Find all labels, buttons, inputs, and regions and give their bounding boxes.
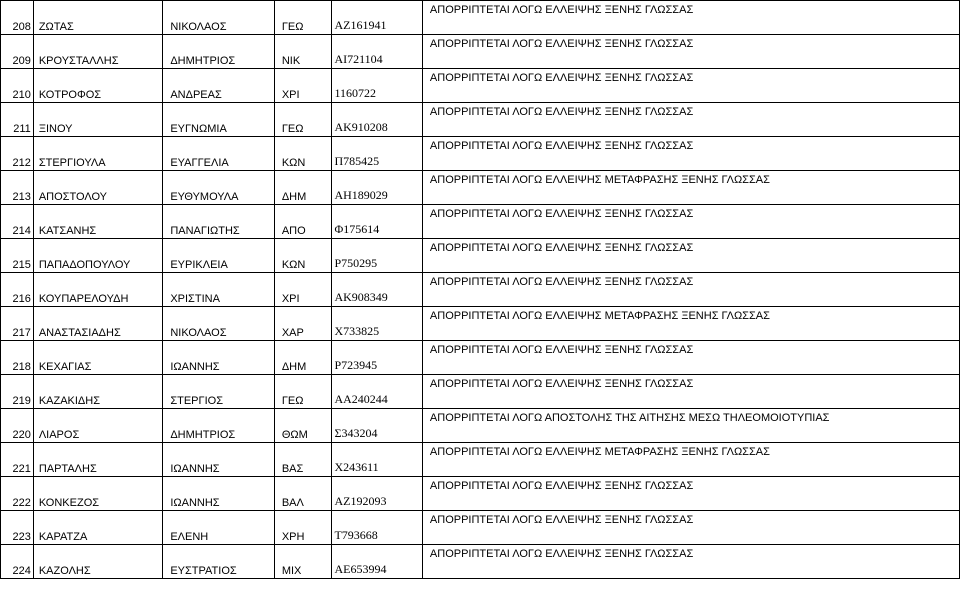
father-name-code: ΚΩΝ: [274, 137, 332, 171]
father-name-code: ΓΕΩ: [274, 1, 332, 35]
first-name: ΔΗΜΗΤΡΙΟΣ: [163, 409, 274, 443]
row-number: 222: [1, 477, 34, 511]
row-number: 221: [1, 443, 34, 477]
first-name: ΕΥΓΝΩΜΙΑ: [163, 103, 274, 137]
rejection-reason: ΑΠΟΡΡΙΠΤΕΤΑΙ ΛΟΓΩ ΕΛΛΕΙΨΗΣ ΞΕΝΗΣ ΓΛΩΣΣΑΣ: [422, 137, 959, 171]
rejection-reason: ΑΠΟΡΡΙΠΤΕΤΑΙ ΛΟΓΩ ΕΛΛΕΙΨΗΣ ΞΕΝΗΣ ΓΛΩΣΣΑΣ: [422, 69, 959, 103]
id-number: ΑΗ189029: [332, 171, 422, 205]
last-name: ΚΕΧΑΓΙΑΣ: [33, 341, 163, 375]
last-name: ΚΑΡΑΤΖΑ: [33, 511, 163, 545]
id-number: ΑΚ908349: [332, 273, 422, 307]
first-name: ΕΛΕΝΗ: [163, 511, 274, 545]
first-name: ΧΡΙΣΤΙΝΑ: [163, 273, 274, 307]
row-number: 220: [1, 409, 34, 443]
last-name: ΣΤΕΡΓΙΟΥΛΑ: [33, 137, 163, 171]
row-number: 212: [1, 137, 34, 171]
last-name: ΑΠΟΣΤΟΛΟΥ: [33, 171, 163, 205]
rejection-reason: ΑΠΟΡΡΙΠΤΕΤΑΙ ΛΟΓΩ ΕΛΛΕΙΨΗΣ ΞΕΝΗΣ ΓΛΩΣΣΑΣ: [422, 375, 959, 409]
id-number: Χ733825: [332, 307, 422, 341]
row-number: 217: [1, 307, 34, 341]
rejection-reason: ΑΠΟΡΡΙΠΤΕΤΑΙ ΛΟΓΩ ΕΛΛΕΙΨΗΣ ΞΕΝΗΣ ΓΛΩΣΣΑΣ: [422, 511, 959, 545]
id-number: ΑΖ161941: [332, 1, 422, 35]
row-number: 213: [1, 171, 34, 205]
father-name-code: ΧΡΙ: [274, 273, 332, 307]
row-number: 223: [1, 511, 34, 545]
rejection-reason: ΑΠΟΡΡΙΠΤΕΤΑΙ ΛΟΓΩ ΕΛΛΕΙΨΗΣ ΞΕΝΗΣ ΓΛΩΣΣΑΣ: [422, 103, 959, 137]
rejection-reason: ΑΠΟΡΡΙΠΤΕΤΑΙ ΛΟΓΩ ΕΛΛΕΙΨΗΣ ΞΕΝΗΣ ΓΛΩΣΣΑΣ: [422, 205, 959, 239]
table-row: [1, 137, 960, 171]
last-name: ΞΙΝΟΥ: [33, 103, 163, 137]
id-number: Χ243611: [332, 443, 422, 477]
father-name-code: ΔΗΜ: [274, 341, 332, 375]
last-name: ΠΑΡΤΑΛΗΣ: [33, 443, 163, 477]
id-number: ΑΕ653994: [332, 545, 422, 579]
father-name-code: ΘΩΜ: [274, 409, 332, 443]
rejection-reason: ΑΠΟΡΡΙΠΤΕΤΑΙ ΛΟΓΩ ΕΛΛΕΙΨΗΣ ΞΕΝΗΣ ΓΛΩΣΣΑΣ: [422, 1, 959, 35]
rejection-reason: ΑΠΟΡΡΙΠΤΕΤΑΙ ΛΟΓΩ ΑΠΟΣΤΟΛΗΣ ΤΗΣ ΑΙΤΗΣΗΣ ΜΕΣΩ ΤΗΛΕΟΜΟΙΟΤΥΠΙΑΣ: [422, 409, 959, 443]
last-name: ΚΟΝΚΕΖΟΣ: [33, 477, 163, 511]
table-row: [1, 205, 960, 239]
first-name: ΝΙΚΟΛΑΟΣ: [163, 307, 274, 341]
id-number: ΑΖ192093: [332, 477, 422, 511]
id-number: Ρ723945: [332, 341, 422, 375]
rejection-reason: ΑΠΟΡΡΙΠΤΕΤΑΙ ΛΟΓΩ ΕΛΛΕΙΨΗΣ ΞΕΝΗΣ ΓΛΩΣΣΑΣ: [422, 545, 959, 579]
last-name: ΑΝΑΣΤΑΣΙΑΔΗΣ: [33, 307, 163, 341]
first-name: ΕΥΡΙΚΛΕΙΑ: [163, 239, 274, 273]
rejection-reason: ΑΠΟΡΡΙΠΤΕΤΑΙ ΛΟΓΩ ΕΛΛΕΙΨΗΣ ΜΕΤΑΦΡΑΣΗΣ ΞΕΝΗΣ ΓΛΩΣΣΑΣ: [422, 171, 959, 205]
table-row: [1, 409, 960, 443]
row-number: 211: [1, 103, 34, 137]
last-name: ΚΑΖΑΚΙΔΗΣ: [33, 375, 163, 409]
table-row: [1, 239, 960, 273]
first-name: ΙΩΑΝΝΗΣ: [163, 341, 274, 375]
last-name: ΚΑΖΟΛΗΣ: [33, 545, 163, 579]
father-name-code: ΝΙΚ: [274, 35, 332, 69]
rejection-reason: ΑΠΟΡΡΙΠΤΕΤΑΙ ΛΟΓΩ ΕΛΛΕΙΨΗΣ ΞΕΝΗΣ ΓΛΩΣΣΑΣ: [422, 35, 959, 69]
father-name-code: ΒΑΛ: [274, 477, 332, 511]
table-row: [1, 375, 960, 409]
id-number: 1160722: [332, 69, 422, 103]
table-row: [1, 69, 960, 103]
first-name: ΕΥΣΤΡΑΤΙΟΣ: [163, 545, 274, 579]
table-row: [1, 341, 960, 375]
rejection-reason: ΑΠΟΡΡΙΠΤΕΤΑΙ ΛΟΓΩ ΕΛΛΕΙΨΗΣ ΞΕΝΗΣ ΓΛΩΣΣΑΣ: [422, 477, 959, 511]
row-number: 208: [1, 1, 34, 35]
row-number: 215: [1, 239, 34, 273]
last-name: ΛΙΑΡΟΣ: [33, 409, 163, 443]
table-row: [1, 273, 960, 307]
father-name-code: ΔΗΜ: [274, 171, 332, 205]
table-row: [1, 1, 960, 35]
row-number: 218: [1, 341, 34, 375]
rejection-reason: ΑΠΟΡΡΙΠΤΕΤΑΙ ΛΟΓΩ ΕΛΛΕΙΨΗΣ ΜΕΤΑΦΡΑΣΗΣ ΞΕΝΗΣ ΓΛΩΣΣΑΣ: [422, 307, 959, 341]
id-number: Φ175614: [332, 205, 422, 239]
first-name: ΕΥΘΥΜΟΥΛΑ: [163, 171, 274, 205]
father-name-code: ΓΕΩ: [274, 375, 332, 409]
id-number: Π785425: [332, 137, 422, 171]
first-name: ΙΩΑΝΝΗΣ: [163, 443, 274, 477]
first-name: ΑΝΔΡΕΑΣ: [163, 69, 274, 103]
row-number: 209: [1, 35, 34, 69]
last-name: ΚΡΟΥΣΤΑΛΛΗΣ: [33, 35, 163, 69]
row-number: 214: [1, 205, 34, 239]
id-number: ΑΚ910208: [332, 103, 422, 137]
father-name-code: ΑΠΟ: [274, 205, 332, 239]
first-name: ΕΥΑΓΓΕΛΙΑ: [163, 137, 274, 171]
table-row: [1, 511, 960, 545]
table-row: [1, 35, 960, 69]
table-row: [1, 307, 960, 341]
id-number: Τ793668: [332, 511, 422, 545]
father-name-code: ΓΕΩ: [274, 103, 332, 137]
first-name: ΙΩΑΝΝΗΣ: [163, 477, 274, 511]
row-number: 219: [1, 375, 34, 409]
last-name: ΚΟΤΡΟΦΟΣ: [33, 69, 163, 103]
last-name: ΖΩΤΑΣ: [33, 1, 163, 35]
last-name: ΚΑΤΣΑΝΗΣ: [33, 205, 163, 239]
row-number: 210: [1, 69, 34, 103]
table-row: [1, 171, 960, 205]
father-name-code: ΧΑΡ: [274, 307, 332, 341]
first-name: ΠΑΝΑΓΙΩΤΗΣ: [163, 205, 274, 239]
table-row: [1, 477, 960, 511]
table-body: [1, 1, 960, 579]
father-name-code: ΧΡΗ: [274, 511, 332, 545]
father-name-code: ΜΙΧ: [274, 545, 332, 579]
rejection-reason: ΑΠΟΡΡΙΠΤΕΤΑΙ ΛΟΓΩ ΕΛΛΕΙΨΗΣ ΞΕΝΗΣ ΓΛΩΣΣΑΣ: [422, 341, 959, 375]
row-number: 224: [1, 545, 34, 579]
row-number: 216: [1, 273, 34, 307]
father-name-code: ΚΩΝ: [274, 239, 332, 273]
first-name: ΝΙΚΟΛΑΟΣ: [163, 1, 274, 35]
last-name: ΚΟΥΠΑΡΕΛΟΥΔΗ: [33, 273, 163, 307]
table-row: [1, 443, 960, 477]
rejection-reason: ΑΠΟΡΡΙΠΤΕΤΑΙ ΛΟΓΩ ΕΛΛΕΙΨΗΣ ΜΕΤΑΦΡΑΣΗΣ ΞΕΝΗΣ ΓΛΩΣΣΑΣ: [422, 443, 959, 477]
father-name-code: ΧΡΙ: [274, 69, 332, 103]
rejection-reason: ΑΠΟΡΡΙΠΤΕΤΑΙ ΛΟΓΩ ΕΛΛΕΙΨΗΣ ΞΕΝΗΣ ΓΛΩΣΣΑΣ: [422, 239, 959, 273]
table-row: [1, 103, 960, 137]
first-name: ΔΗΜΗΤΡΙΟΣ: [163, 35, 274, 69]
table-row: [1, 545, 960, 579]
last-name: ΠΑΠΑΔΟΠΟΥΛΟΥ: [33, 239, 163, 273]
rejection-reason: ΑΠΟΡΡΙΠΤΕΤΑΙ ΛΟΓΩ ΕΛΛΕΙΨΗΣ ΞΕΝΗΣ ΓΛΩΣΣΑΣ: [422, 273, 959, 307]
first-name: ΣΤΕΡΓΙΟΣ: [163, 375, 274, 409]
id-number: ΑΑ240244: [332, 375, 422, 409]
id-number: ΑΙ721104: [332, 35, 422, 69]
id-number: Σ343204: [332, 409, 422, 443]
father-name-code: ΒΑΣ: [274, 443, 332, 477]
id-number: Ρ750295: [332, 239, 422, 273]
